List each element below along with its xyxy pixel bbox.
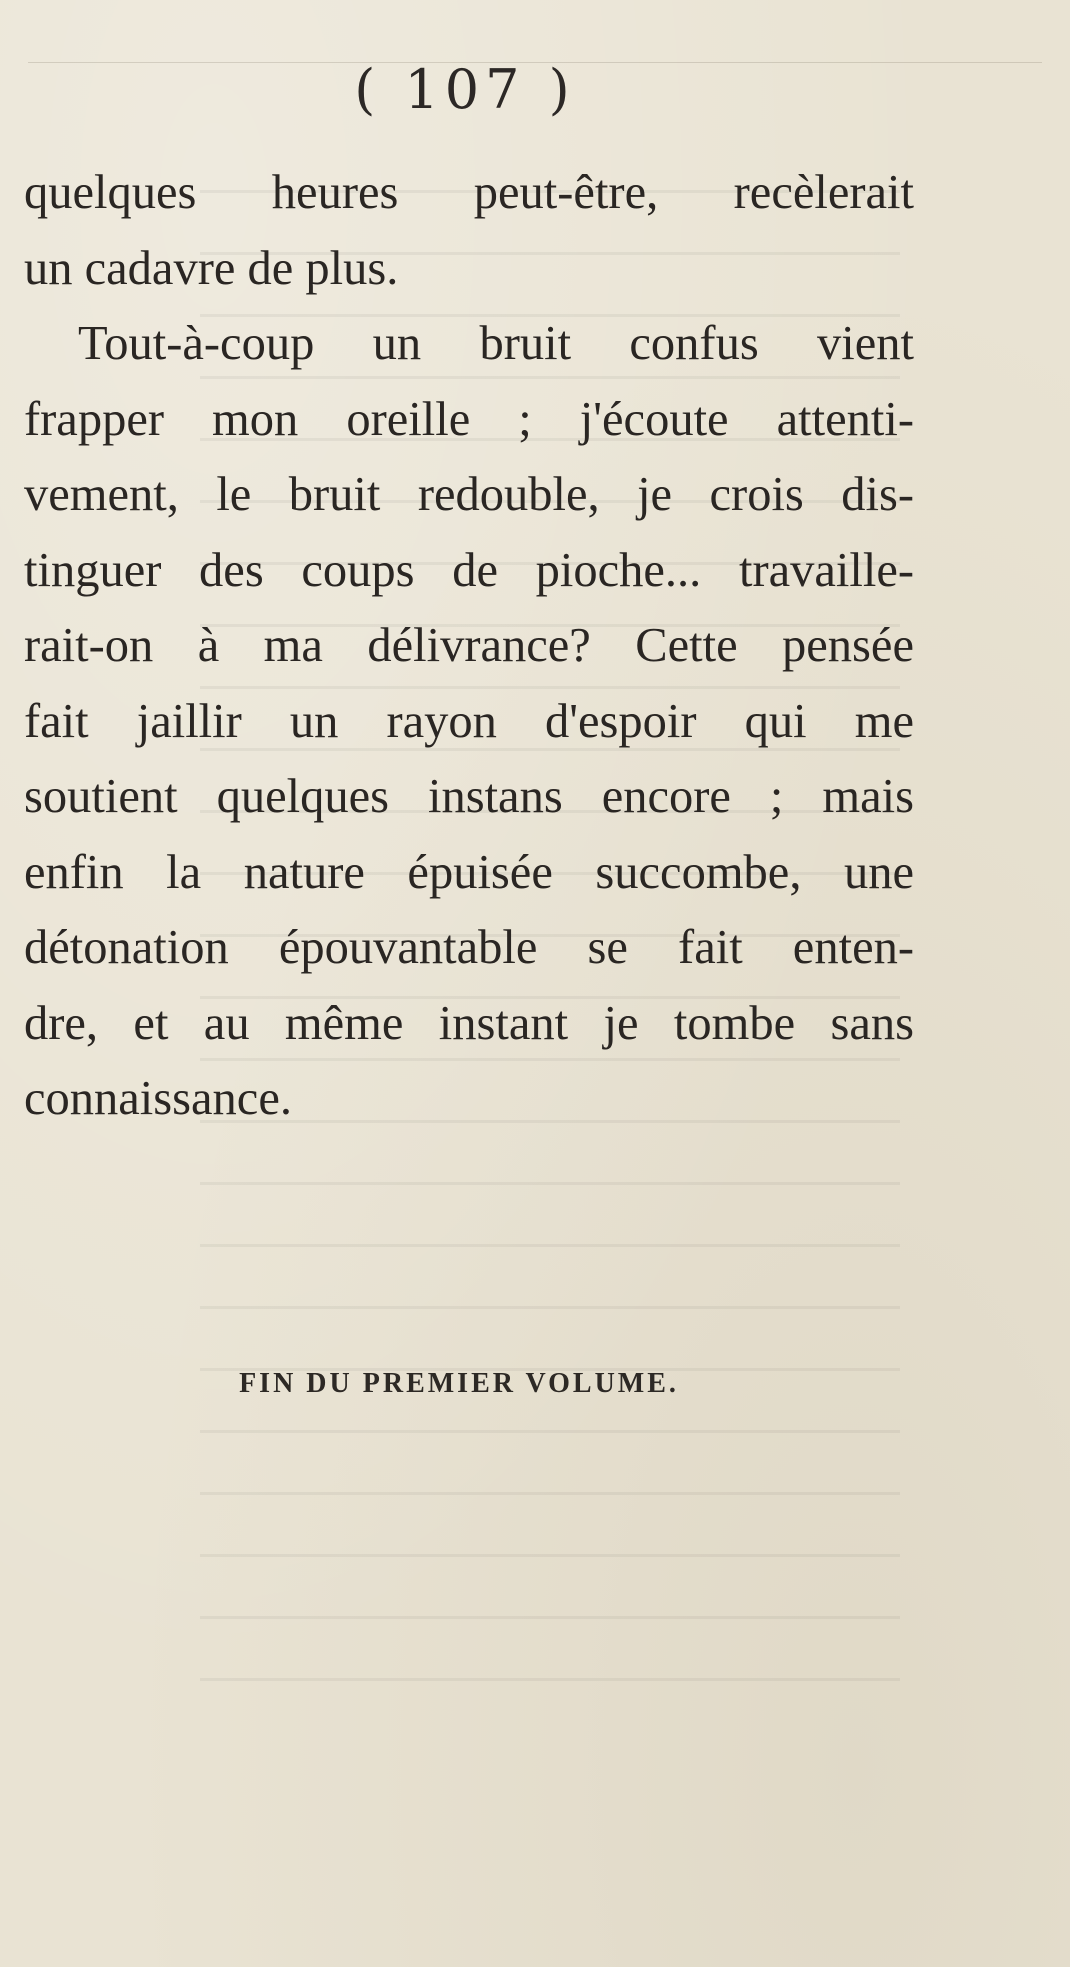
page-number: ( 107 ) [354, 58, 576, 121]
text-line: tinguer des coups de pioche... travaille- [24, 543, 914, 597]
text-line: un cadavre de plus. [24, 241, 399, 295]
text-line: enfin la nature épuisée succombe, une [24, 845, 914, 899]
text-line: Tout-à-coup un bruit confus vient [78, 317, 914, 370]
text-line: dre, et au même instant je tombe sans [24, 996, 914, 1050]
text-line: fait jaillir un rayon d'espoir qui me [24, 694, 914, 748]
text-line: détonation épouvantable se fait enten- [24, 921, 914, 974]
body-text [24, 155, 914, 1137]
text-line: connaissance. [24, 1072, 292, 1125]
text-line: quelques heures peut-être, recèlerait [24, 166, 914, 219]
text-line: rait-on à ma délivrance? Cette pensée [24, 619, 914, 672]
end-of-volume-colophon: FIN DU PREMIER VOLUME. [239, 1368, 679, 1399]
text-line: vement, le bruit redouble, je crois dis- [24, 468, 914, 521]
text-line: soutient quelques instans encore ; mais [24, 770, 914, 823]
text-line: frapper mon oreille ; j'écoute attenti- [24, 392, 914, 446]
